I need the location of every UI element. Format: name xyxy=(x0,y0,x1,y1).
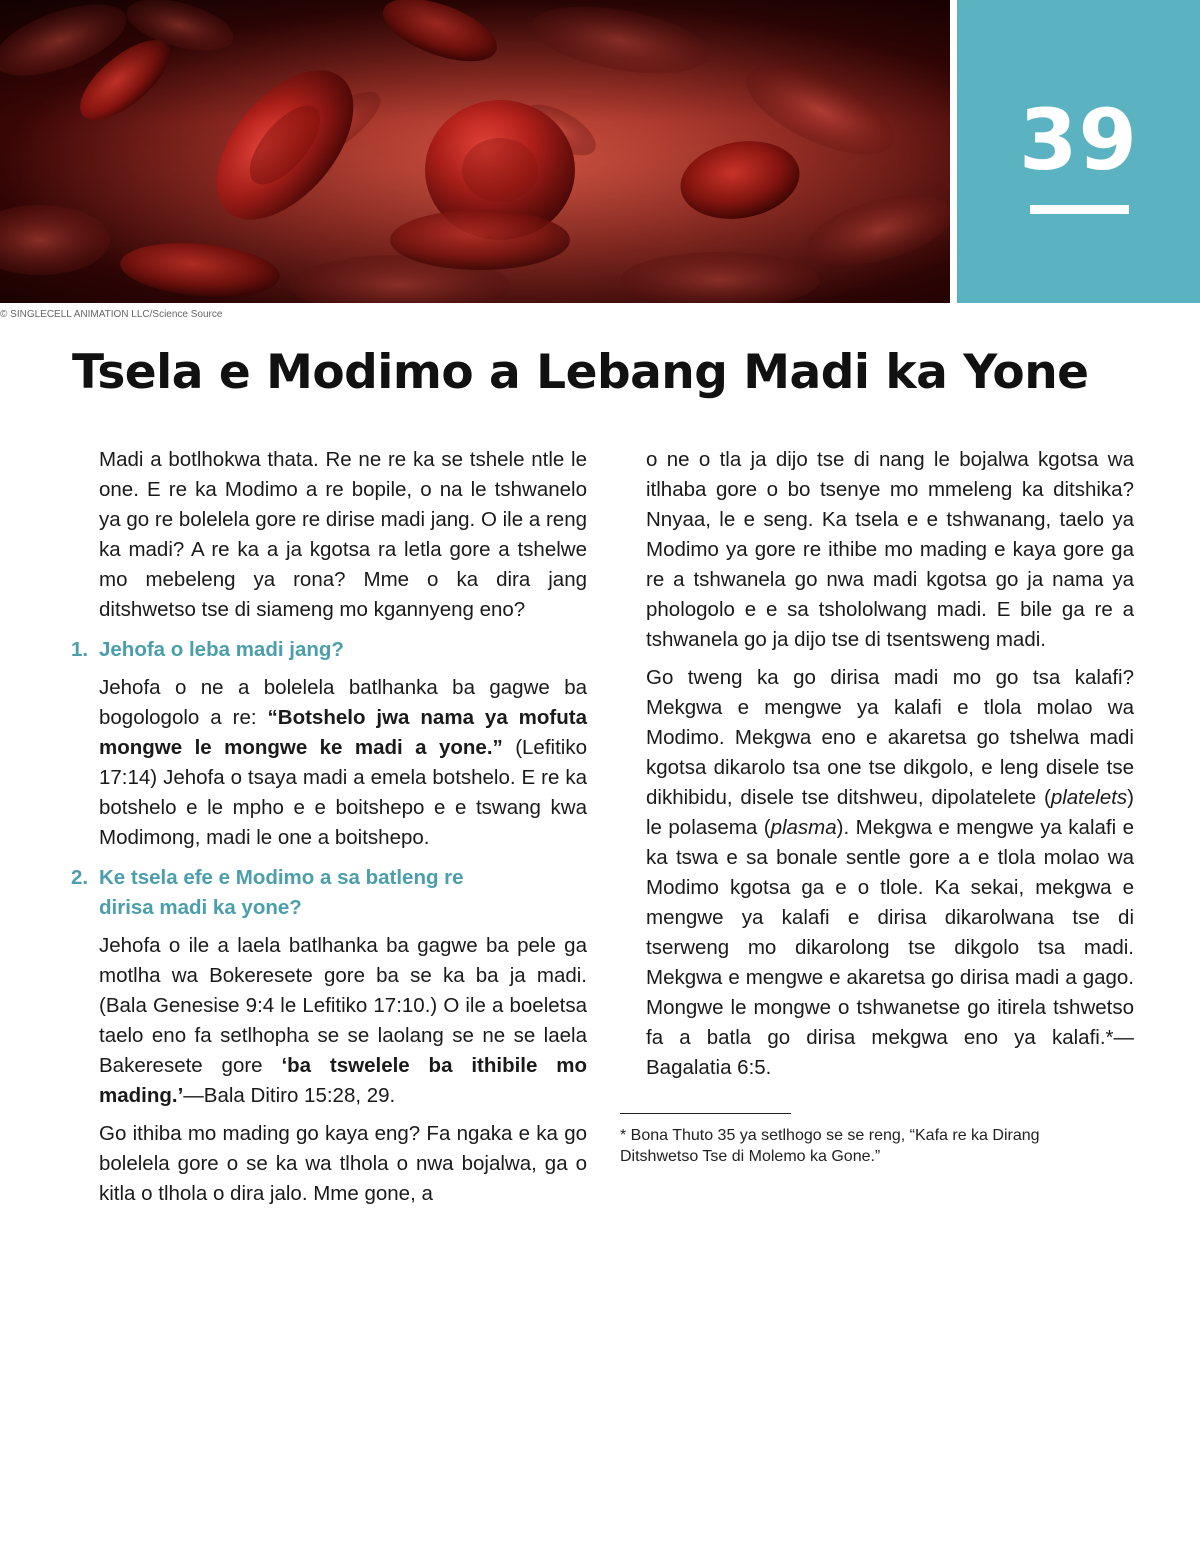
term-platelets: platelets xyxy=(1050,786,1128,809)
section-2-text-a: Jehofa o ile a laela batlhanka ba gagwe ba pele ga motlha wa Bokeresete gore ba se ka ba ja madi. (Bala Genesise 9:4 le Lefitiko 17:10.) O ile a boeletsa taelo eno fa setlhopha se se laolang se ne se laela Bakeresete gore xyxy=(99,934,587,1077)
section-2-paragraph-2: Go ithiba mo mading go kaya eng? Fa ngaka e ka go bolelela gore o se ka wa tlhola o nwa bojalwa, ga o kitla o tlhola o dira jalo. Mme gone, a xyxy=(99,1122,587,1205)
question-2-number: 2. xyxy=(71,866,89,889)
footnote: * Bona Thuto 35 ya setlhogo se se reng, “Kafa re ka Dirang Ditshwetso Tse di Molemo ka Gone.” xyxy=(620,1127,1040,1165)
page-title: Tsela e Modimo a Lebang Madi ka Yone xyxy=(72,345,1089,400)
section-2-text-b: —Bala Ditiro 15:28, 29. xyxy=(183,1084,396,1107)
header-image-blood-cells xyxy=(0,0,950,303)
right-p2-text-c: ). Mekgwa e mengwe ya kalafi e ka tswa e sa bonale sentle gore a e tlola molao wa Modimo kgotsa ga e o tlole. Ka sekai, mekgwa e mengwe ya kalafi e dirisa dikarolwana tse di tserweng mo dikarolong tse dikgolo tsa madi. Mekgwa e mengwe e akaretsa go dirisa madi a gago. Mongwe le mongwe o tshwanetse go itirela tshwetso fa a batla go dirisa mekgwa eno ya kalafi.*—Bagalatia 6:5. xyxy=(646,816,1135,1079)
right-column xyxy=(646,445,1134,1091)
image-credit: © SINGLECELL ANIMATION LLC/Science Source xyxy=(0,309,223,320)
section-1-text-b: (Lefitiko 17:14) Jehofa o tsaya madi a emela botshelo. E re ka botshelo e le mpho e e boitshepo e e tswang kwa Modimong, madi le one a boitshepo. xyxy=(99,736,587,849)
question-1-number: 1. xyxy=(71,638,89,661)
intro-paragraph: Madi a botlhokwa thata. Re ne re ka se tshele ntle le one. E re ka Modimo a re bopile, o na le tshwanelo ya go re bolelela gore re dirise madi jang. O ile a reng ka madi? A re ka a ja kgotsa ra letla gore a tshelwe mo mebeleng ya rona? Mme o ka dira jang ditshwetso tse di siameng mo kgannyeng eno? xyxy=(99,448,587,621)
right-paragraph-1: o ne o tla ja dijo tse di nang le bojalwa kgotsa wa itlhaba gore o bo tsenye mo mmeleng ka ditshika? Nnyaa, le e seng. Ka tsela e e tshwanang, taelo ya Modimo ya gore re ithibe mo mading e kaya gore ga re a tshwanela go nwa madi kgotsa go ja nama ya phologolo e e sa tshololwang madi. E bile ga re a tshwanela go ja dijo tse di tsentsweng madi. xyxy=(646,448,1134,651)
section-2-quote: ‘ba tswelele ba ithibile mo mading.’ xyxy=(99,1054,587,1107)
blood-cells-illustration xyxy=(0,0,950,303)
section-1-quote: “Botshelo jwa nama ya mofuta mongwe le mongwe ke madi a yone.” xyxy=(99,706,588,759)
right-p2-text-a: Go tweng ka go dirisa madi mo go tsa kalafi? Mekgwa e mengwe ya kalafi e tlola molao wa Modimo. Mekgwa eno e akaretsa go tshelwa madi kgotsa dikarolo tsa one tse dikgolo, e leng disele tse dikhibidu, disele tse ditshweu, dipolatelete ( xyxy=(646,666,1134,809)
term-plasma: plasma xyxy=(770,816,837,839)
chapter-underline xyxy=(1030,205,1129,214)
section-1-text-a: Jehofa o ne a bolelela batlhanka ba gagwe ba bogologolo a re: xyxy=(99,676,587,729)
right-p2-text-b: ) le polasema ( xyxy=(646,786,1134,839)
question-2 xyxy=(71,863,587,923)
left-column xyxy=(71,445,588,1217)
question-2-text-line-2: dirisa madi ka yone? xyxy=(99,896,302,919)
footnote-divider xyxy=(620,1113,791,1114)
question-1 xyxy=(71,635,587,665)
chapter-number: 39 xyxy=(1019,91,1138,189)
chapter-badge xyxy=(957,0,1200,303)
question-1-text: Jehofa o leba madi jang? xyxy=(99,638,344,661)
right-paragraph-2 xyxy=(646,663,1134,1083)
section-1-paragraph xyxy=(99,673,587,853)
section-2-paragraph-1 xyxy=(99,931,587,1111)
question-2-text-line-1: Ke tsela efe e Modimo a sa batleng re xyxy=(99,866,464,889)
